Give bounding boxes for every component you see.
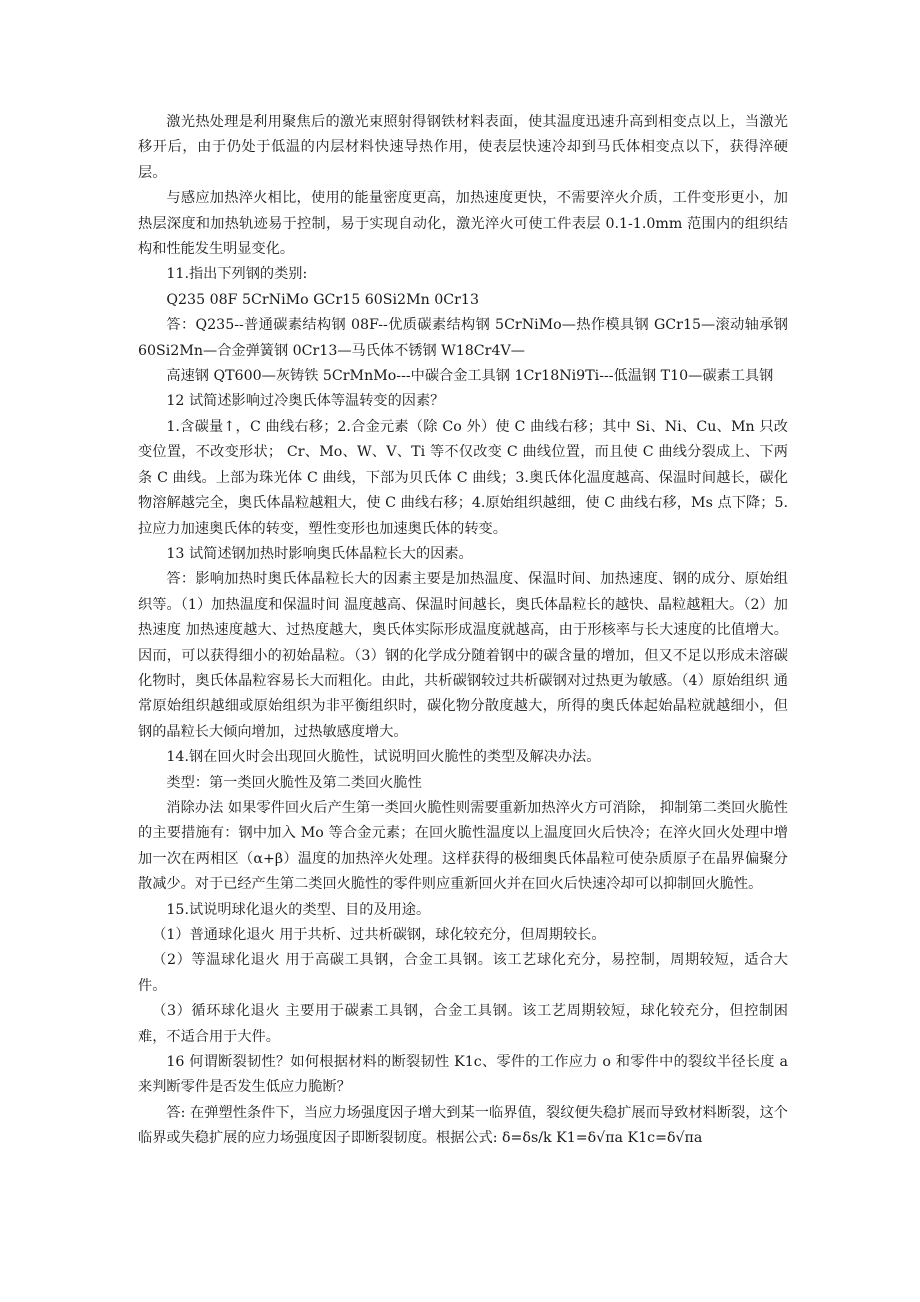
question-12-heading: 12 试简述影响过冷奥氏体等温转变的因素？ — [166, 393, 445, 410]
question-12-answer: 1.含碳量↑，C 曲线右移；2.合金元素（除 Co 外）使 C 曲线右移；其中 Si、Ni、Cu、Mn 只改变位置，不改变形状； Cr、Mo、W、V、Ti 等不仅改变 C 曲线位置，而且使 C 曲线分裂成上、下两条 C 曲线。上部为珠光体 C 曲线，下部为贝氏体 C 曲线；3.奥氏体化温度越高、保温时间越长，碳化物溶解越完全，奥氏体晶粒越粗大，使 C 曲线右移；4.原始组织越细，使 C 曲线右移，Ms 点下降；5.拉应力加速奥氏体的转变，塑性变形也加速奥氏体的转变。 — [138, 418, 788, 537]
question-13-heading: 13 试简述钢加热时影响奥氏体晶粒长大的因素。 — [166, 545, 473, 562]
question-15-item-2: （2）等温球化退火 用于高碳工具钢，合金工具钢。该工艺球化充分，易控制，周期较短，适合大件。 — [138, 952, 788, 994]
question-16-answer: 答: 在弹塑性条件下，当应力场强度因子增大到某一临界值，裂纹便失稳扩展而导致材料断裂，这个临界或失稳扩展的应力场强度因子即断裂韧度。根据公式: δ=δs/k K1=δ√πa K1c=δ√πa — [138, 1104, 788, 1147]
question-11-steel-list: Q235 08F 5CrNiMo GCr15 60Si2Mn 0Cr13 — [166, 291, 479, 308]
question-14-remedy: 消除办法 如果零件回火后产生第一类回火脆性则需要重新加热淬火方可消除， 抑制第二类回火脆性的主要措施有：钢中加入 Mo 等合金元素；在回火脆性温度以上温度回火后快冷；在淬火回火处理中增加一次在两相区（α+β）温度的加热淬火处理。这样获得的极细奥氏体晶粒可使杂质原子在晶界偏聚分散减少。对于已经产生第二类回火脆性的零件则应重新回火并在回火后快速冷却可以抑制回火脆性。 — [138, 799, 788, 893]
question-14-heading: 14.钢在回火时会出现回火脆性，试说明回火脆性的类型及解决办法。 — [166, 749, 601, 766]
question-15-heading: 15.试说明球化退火的类型、目的及用途。 — [166, 901, 431, 918]
document-page — [138, 110, 788, 1152]
question-11-answer-part2: 高速钢 QT600—灰铸铁 5CrMnMo---中碳合金工具钢 1Cr18Ni9Ti---低温钢 T10—碳素工具钢 — [166, 368, 774, 385]
question-11-heading: 11.指出下列钢的类别: — [166, 266, 308, 283]
question-15-item-3: （3）循环球化退火 主要用于碳素工具钢，合金工具钢。该工艺周期较短，球化较充分，但控制困难，不适合用于大件。 — [138, 1003, 788, 1045]
question-13-answer: 答：影响加热时奥氏体晶粒长大的因素主要是加热温度、保温时间、加热速度、钢的成分、原始组织等。（1）加热温度和保温时间 温度越高、保温时间越长，奥氏体晶粒长的越快、晶粒越粗大。（2）加热速度 加热速度越大、过热度越大，奥氏体实际形成温度就越高，由于形核率与长大速度的比值增大。因而，可以获得细小的初始晶粒。（3）钢的化学成分随着钢中的碳含量的增加，但又不足以形成未溶碳化物时，奥氏体晶粒容易长大而粗化。由此，共析碳钢较过共析碳钢对过热更为敏感。（4）原始组织 通常原始组织越细或原始组织为非平衡组织时，碳化物分散度越大，所得的奥氏体起始晶粒就越细小，但钢的晶粒长大倾向增加，过热敏感度增大。 — [138, 571, 788, 740]
question-15-item-1: （1）普通球化退火 用于共析、过共析碳钢，球化较充分，但周期较长。 — [152, 927, 606, 943]
paragraph-laser-heat-treatment: 激光热处理是利用聚焦后的激光束照射得钢铁材料表面，使其温度迅速升高到相变点以上，当激光移开后，由于仍处于低温的内层材料快速导热作用，使表层快速冷却到马氏体相变点以下，获得淬硬层。 — [138, 114, 788, 181]
question-14-types: 类型：第一类回火脆性及第二类回火脆性 — [166, 774, 422, 791]
question-16-heading: 16 何谓断裂韧性？如何根据材料的断裂韧性 K1c、零件的工作应力 o 和零件中的裂纹半径长度 a 来判断零件是否发生低应力脆断？ — [138, 1054, 788, 1096]
question-11-answer-part1: 答：Q235--普通碳素结构钢 08F--优质碳素结构钢 5CrNiMo—热作模具钢 GCr15—滚动轴承钢 60Si2Mn—合金弹簧钢 0Cr13—马氏体不锈钢 W18Cr4V— — [138, 317, 788, 359]
paragraph-induction-comparison: 与感应加热淬火相比，使用的能量密度更高，加热速度更快，不需要淬火介质，工件变形更小，加热层深度和加热轨迹易于控制，易于实现自动化，激光淬火可使工件表层 0.1-1.0mm 范围内的组织结构和性能发生明显变化。 — [138, 190, 788, 258]
